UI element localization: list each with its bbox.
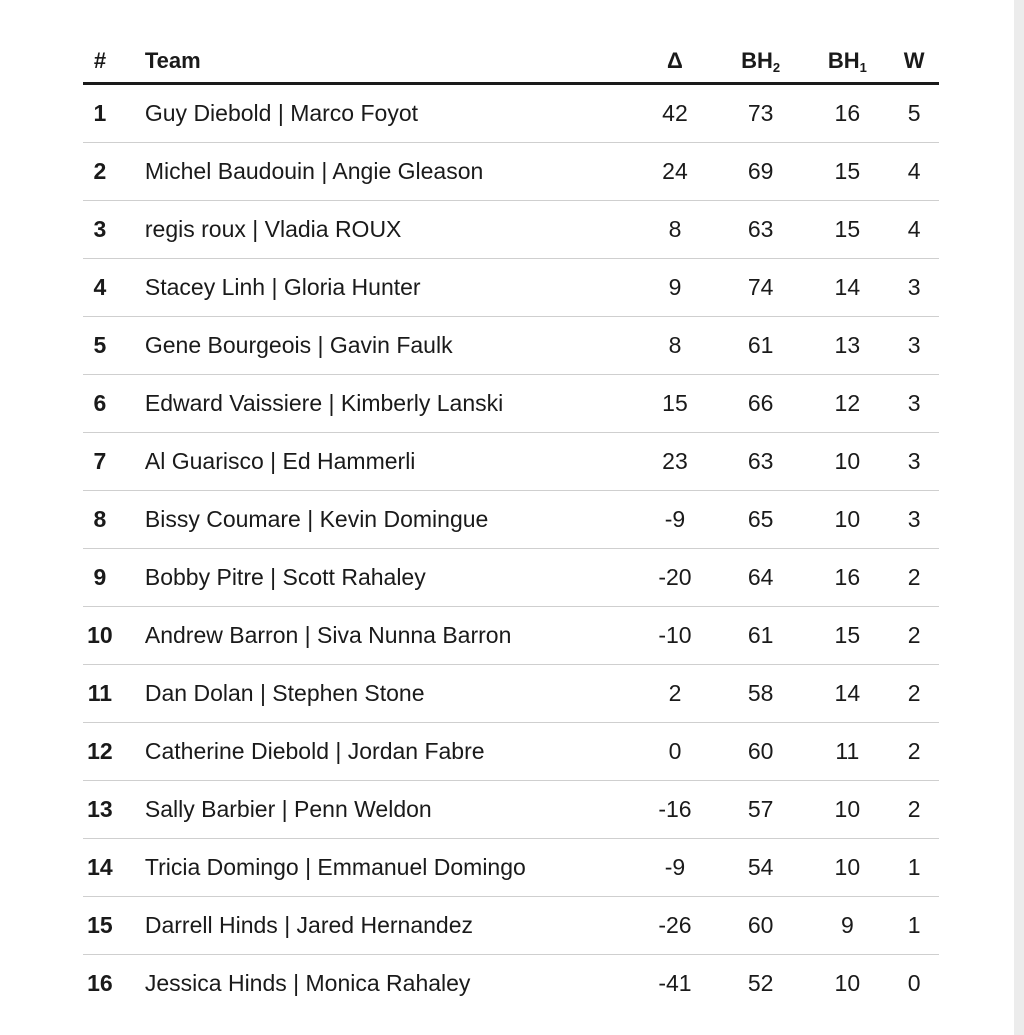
bh2-cell: 73 (747, 100, 774, 126)
bh2-cell: 65 (747, 506, 774, 532)
team-cell: Guy Diebold | Marco Foyot (144, 100, 419, 126)
delta-cell: -26 (658, 912, 692, 938)
team-cell: Darrell Hinds | Jared Hernandez (144, 912, 473, 938)
header-delta: Δ (667, 48, 683, 73)
rank-cell: 14 (87, 854, 113, 880)
team-cell: Edward Vaissiere | Kimberly Lanski (144, 390, 504, 416)
table-header (83, 40, 939, 85)
rank-cell: 7 (93, 448, 107, 474)
header-bh2-main: BH (741, 48, 773, 73)
standings-table (83, 40, 939, 1012)
delta-cell: 15 (662, 390, 688, 416)
team-cell: Stacey Linh | Gloria Hunter (144, 274, 421, 300)
table-row (83, 723, 939, 781)
wins-cell: 2 (907, 564, 921, 590)
wins-cell: 2 (907, 738, 921, 764)
delta-cell: -16 (658, 796, 692, 822)
delta-cell: 2 (668, 680, 682, 706)
bh1-cell: 12 (834, 390, 861, 416)
rank-cell: 11 (87, 680, 113, 706)
team-cell: Jessica Hinds | Monica Rahaley (144, 970, 471, 996)
team-cell: Andrew Barron | Siva Nunna Barron (144, 622, 512, 648)
bh1-cell: 10 (834, 796, 861, 822)
delta-cell: 8 (668, 216, 682, 242)
delta-cell: 9 (668, 274, 682, 300)
team-cell: Dan Dolan | Stephen Stone (144, 680, 425, 706)
table-row (83, 85, 939, 143)
delta-cell: -41 (658, 970, 692, 996)
team-cell: Bobby Pitre | Scott Rahaley (144, 564, 426, 590)
team-cell: Michel Baudouin | Angie Gleason (144, 158, 484, 184)
rank-cell: 3 (93, 216, 107, 242)
wins-cell: 3 (907, 274, 921, 300)
right-edge-strip (1014, 0, 1024, 1035)
delta-cell: -9 (664, 854, 686, 880)
bh2-cell: 54 (747, 854, 774, 880)
rank-cell: 15 (87, 912, 113, 938)
team-cell: Sally Barbier | Penn Weldon (144, 796, 432, 822)
bh1-cell: 16 (834, 100, 861, 126)
rank-cell: 9 (93, 564, 107, 590)
bh2-cell: 61 (747, 332, 774, 358)
bh2-cell: 60 (747, 912, 774, 938)
bh2-cell: 58 (747, 680, 774, 706)
table-row (83, 259, 939, 317)
header-bh2-sub: 2 (772, 60, 781, 75)
table-body (83, 85, 939, 1012)
table-row (83, 781, 939, 839)
bh1-cell: 10 (834, 970, 861, 996)
header-bh1-sub: 1 (859, 60, 867, 75)
wins-cell: 3 (907, 390, 921, 416)
bh2-cell: 60 (747, 738, 774, 764)
bh1-cell: 15 (834, 158, 861, 184)
table-row (83, 433, 939, 491)
header-team: Team (144, 48, 201, 73)
wins-cell: 4 (907, 216, 921, 242)
bh2-cell: 57 (747, 796, 774, 822)
rank-cell: 8 (93, 506, 107, 532)
bh1-cell: 14 (834, 274, 861, 300)
bh2-cell: 69 (747, 158, 774, 184)
table-row (83, 897, 939, 955)
table-row (83, 491, 939, 549)
wins-cell: 4 (907, 158, 921, 184)
bh1-cell: 13 (834, 332, 861, 358)
table-row (83, 955, 939, 1012)
team-cell: Tricia Domingo | Emmanuel Domingo (144, 854, 526, 880)
table-row (83, 201, 939, 259)
rank-cell: 4 (93, 274, 107, 300)
delta-cell: 42 (662, 100, 688, 126)
bh1-cell: 10 (834, 506, 861, 532)
table-row (83, 375, 939, 433)
delta-cell: 23 (662, 448, 688, 474)
bh1-cell: 10 (834, 448, 861, 474)
bh1-cell: 15 (834, 622, 861, 648)
table-row (83, 317, 939, 375)
bh1-cell: 16 (834, 564, 861, 590)
bh1-cell: 10 (834, 854, 861, 880)
rank-cell: 10 (87, 622, 113, 648)
table-row (83, 665, 939, 723)
rank-cell: 6 (93, 390, 107, 416)
header-rank: # (93, 48, 107, 73)
team-cell: Al Guarisco | Ed Hammerli (144, 448, 416, 474)
wins-cell: 1 (907, 854, 921, 880)
bh2-cell: 66 (747, 390, 774, 416)
team-cell: Bissy Coumare | Kevin Domingue (144, 506, 489, 532)
header-bh2 (716, 48, 806, 74)
team-cell: regis roux | Vladia ROUX (144, 216, 402, 242)
team-cell: Catherine Diebold | Jordan Fabre (144, 738, 485, 764)
bh2-cell: 64 (747, 564, 774, 590)
delta-cell: 8 (668, 332, 682, 358)
rank-cell: 5 (93, 332, 107, 358)
delta-cell: 0 (668, 738, 682, 764)
header-bh1-main: BH (827, 48, 860, 73)
rank-cell: 12 (87, 738, 113, 764)
rank-cell: 2 (93, 158, 107, 184)
wins-cell: 5 (907, 100, 921, 126)
bh2-cell: 74 (747, 274, 774, 300)
table-row (83, 143, 939, 201)
table-row (83, 549, 939, 607)
wins-cell: 3 (907, 332, 921, 358)
team-cell: Gene Bourgeois | Gavin Faulk (144, 332, 453, 358)
bh2-cell: 52 (747, 970, 774, 996)
rank-cell: 13 (87, 796, 113, 822)
bh2-cell: 63 (747, 448, 774, 474)
bh2-cell: 61 (747, 622, 774, 648)
wins-cell: 3 (907, 506, 921, 532)
header-wins: W (903, 48, 925, 73)
table-row (83, 839, 939, 897)
bh2-cell: 63 (747, 216, 774, 242)
delta-cell: -20 (658, 564, 692, 590)
delta-cell: 24 (662, 158, 688, 184)
table-row (83, 607, 939, 665)
bh1-cell: 14 (834, 680, 861, 706)
wins-cell: 0 (907, 970, 921, 996)
wins-cell: 2 (907, 796, 921, 822)
bh1-cell: 9 (840, 912, 854, 938)
delta-cell: -9 (664, 506, 686, 532)
header-bh1 (805, 48, 889, 74)
rank-cell: 1 (93, 100, 107, 126)
wins-cell: 2 (907, 622, 921, 648)
wins-cell: 3 (907, 448, 921, 474)
bh1-cell: 15 (834, 216, 861, 242)
rank-cell: 16 (87, 970, 113, 996)
wins-cell: 1 (907, 912, 921, 938)
delta-cell: -10 (658, 622, 692, 648)
bh1-cell: 11 (835, 738, 860, 764)
wins-cell: 2 (907, 680, 921, 706)
